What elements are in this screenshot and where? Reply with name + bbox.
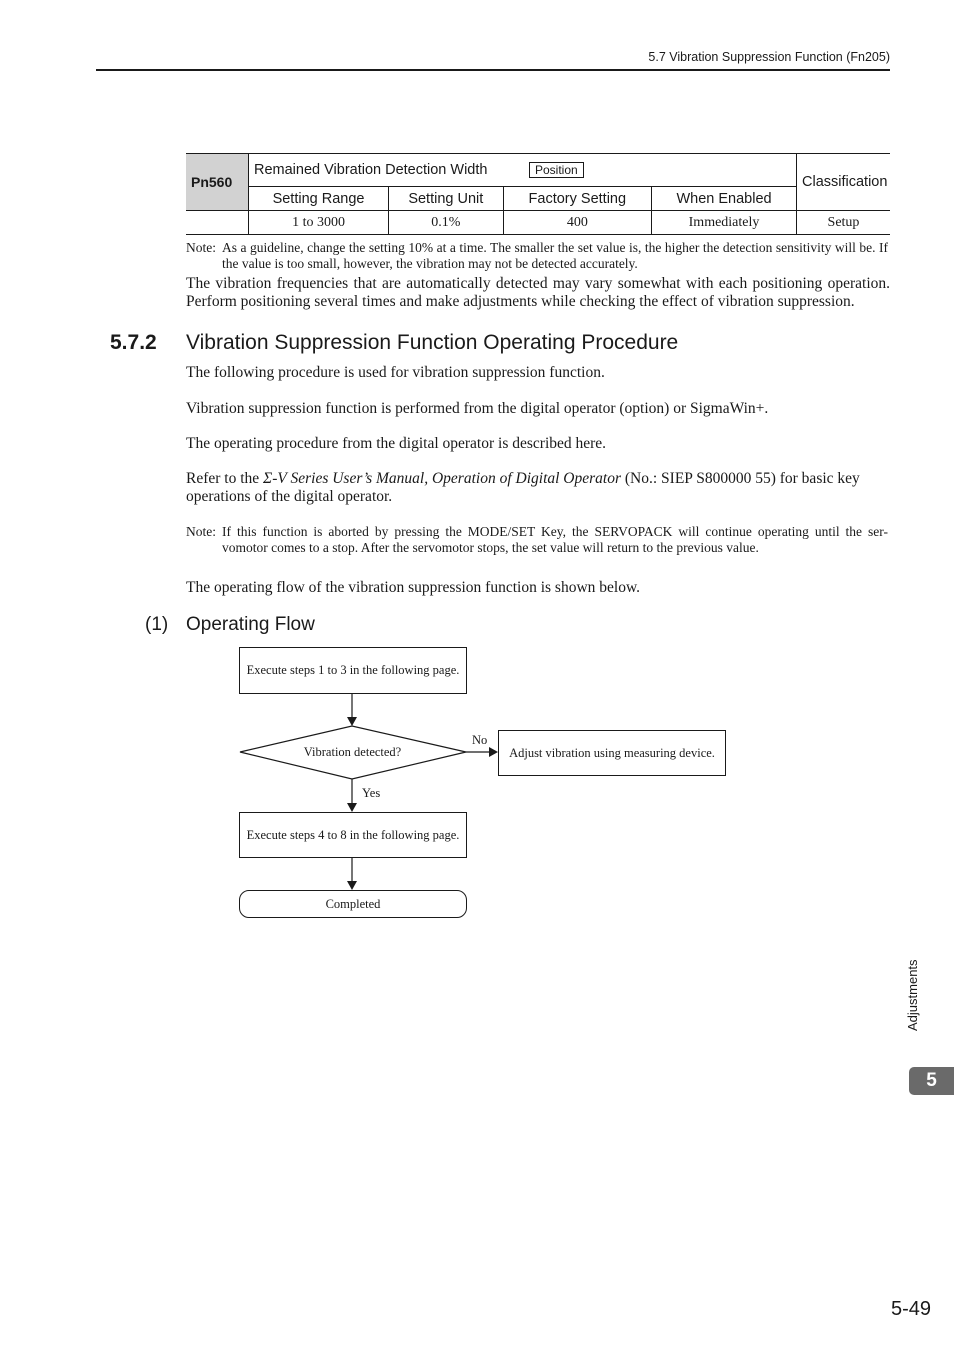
value-setting-unit: 0.1%: [389, 211, 504, 235]
flow-yes-label: Yes: [362, 786, 381, 800]
intro-paragraph: The vibration frequencies that are automatically detected may vary somewhat with each positioning operation. Perform positioning several times and make adjustments while checking the effect of vibration suppression.: [186, 275, 890, 310]
flow-step-execute-1-3: [239, 647, 467, 694]
value-when-enabled: Immediately: [652, 211, 797, 235]
page-number: 5-49: [890, 1298, 931, 1320]
header-factory-setting: Factory Setting: [503, 187, 652, 211]
running-head: 5.7 Vibration Suppression Function (Fn205): [648, 50, 890, 64]
flow-decision-label: Vibration detected?: [303, 745, 402, 759]
reference-pre: Refer to the: [186, 470, 264, 487]
paragraph-operator: Vibration suppression function is performed from the digital operator (option) or SigmaWin+.: [186, 400, 769, 417]
header-setting-range: Setting Range: [249, 187, 389, 211]
header-when-enabled: When Enabled: [652, 187, 797, 211]
value-setting-range: 1 to 3000: [249, 211, 389, 235]
flow-step-label: Execute steps 1 to 3 in the following page.: [246, 663, 460, 677]
paragraph-procedure: The following procedure is used for vibration suppression function.: [186, 364, 605, 381]
subsection-title: Operating Flow: [186, 614, 315, 635]
flow-end-completed: [239, 890, 467, 918]
chapter-tab: 5: [909, 1067, 954, 1095]
subsection-number: (1): [145, 614, 169, 635]
paragraph-described: The operating procedure from the digital operator is described here.: [186, 435, 607, 452]
arrowhead-right: [489, 747, 498, 757]
flow-step-adjust: [498, 730, 726, 776]
position-tag: Position: [529, 162, 584, 178]
section-title: Vibration Suppression Function Operating Procedure: [186, 331, 679, 354]
paragraph-flow-intro: The operating flow of the vibration suppression function is shown below.: [186, 579, 641, 596]
chapter-side-label: Adjustments: [905, 959, 920, 1031]
flow-step-label: Execute steps 4 to 8 in the following page.: [246, 827, 460, 842]
arrowhead-down-3: [347, 881, 357, 890]
section-number: 5.7.2: [110, 331, 157, 354]
parameter-number: Pn560: [186, 154, 249, 211]
classification-header: Classification: [797, 154, 891, 211]
arrowhead-down-2: [347, 803, 357, 812]
header-setting-unit: Setting Unit: [389, 187, 504, 211]
flow-step-execute-4-8: [239, 812, 467, 858]
note-text: As a guideline, change the setting 10% at a time. The smaller the set value is, the higher the detection sensitivity will be. If the value is too small, however, the vibration may not be detected accurately.: [222, 240, 888, 271]
note-text: If this function is aborted by pressing the MODE/SET Key, the SERVOPACK will continue operating until the ser-vomotor comes to a stop. After the servomotor stops, the set value will return to the previous value.: [222, 524, 888, 555]
manual-title: Σ-V Series User’s Manual, Operation of Digital Operator: [263, 470, 621, 487]
reference-post: (No.: SIEP S800000 55) for basic key operations of the digital operator.: [186, 470, 860, 505]
parameter-name: Remained Vibration Detection Width: [254, 162, 488, 178]
flow-end-label: Completed: [325, 896, 381, 911]
note-label: Note:: [186, 524, 216, 539]
flow-adjust-label: Adjust vibration using measuring device.: [509, 745, 715, 760]
value-classification: Setup: [797, 211, 891, 235]
value-factory-setting: 400: [503, 211, 652, 235]
note-label: Note:: [186, 240, 216, 255]
arrowhead-down-1: [347, 717, 357, 726]
flow-no-label: No: [472, 733, 488, 747]
